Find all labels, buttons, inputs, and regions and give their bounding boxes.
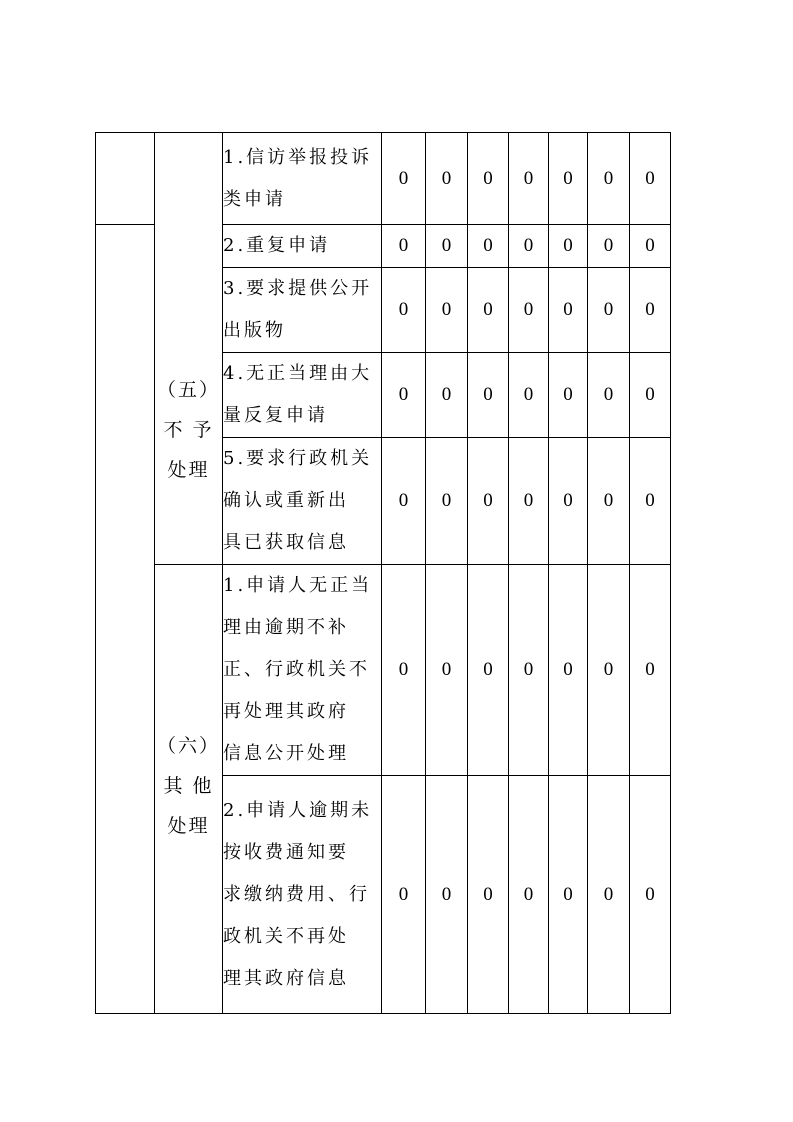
description-line: 出版物 (223, 320, 286, 341)
blank-cell (96, 133, 155, 225)
description-cell (223, 225, 382, 268)
category-label-line: 不 予 (163, 419, 214, 441)
category-label-line: （六） (156, 735, 220, 757)
table-row (96, 565, 671, 776)
category-cell (155, 133, 223, 565)
value-cell: 0 (509, 353, 549, 438)
description-line: 求缴纳费用、行 (223, 883, 370, 905)
category-label-line: 处理 (167, 815, 210, 837)
description-line: 3.要求提供公开 (223, 278, 373, 299)
description-cell (223, 133, 382, 225)
value-cell: 0 (549, 225, 588, 268)
description-line: 政机关不再处 (223, 925, 349, 947)
value-cell: 0 (630, 776, 671, 1014)
value-cell: 0 (630, 268, 671, 353)
category-label-line: （五） (156, 379, 220, 401)
value-cell: 0 (426, 268, 468, 353)
category-label-line: 处理 (167, 459, 210, 481)
value-cell: 0 (382, 353, 426, 438)
value-cell: 0 (426, 133, 468, 225)
description-cell (223, 565, 382, 776)
table-body (96, 133, 671, 1014)
value-cell: 0 (509, 438, 549, 565)
value-cell: 0 (630, 133, 671, 225)
value-cell: 0 (382, 268, 426, 353)
description-line: 确认或重新出 (223, 490, 349, 511)
description-line: 理其政府信息 (223, 967, 349, 989)
value-cell: 0 (382, 133, 426, 225)
value-cell: 0 (509, 268, 549, 353)
value-cell: 0 (588, 133, 630, 225)
description-line: 2.重复申请 (223, 235, 331, 256)
value-cell: 0 (382, 776, 426, 1014)
value-cell: 0 (468, 438, 509, 565)
value-cell: 0 (588, 776, 630, 1014)
value-cell: 0 (382, 565, 426, 776)
description-line: 信息公开处理 (223, 743, 349, 764)
category-cell (155, 565, 223, 1014)
value-cell: 0 (549, 776, 588, 1014)
description-line: 再处理其政府 (223, 701, 349, 722)
value-cell: 0 (588, 438, 630, 565)
description-line: 2.申请人逾期未 (223, 799, 373, 821)
value-cell: 0 (630, 353, 671, 438)
value-cell: 0 (588, 353, 630, 438)
value-cell: 0 (549, 565, 588, 776)
description-line: 量反复申请 (223, 405, 328, 426)
description-line: 正、行政机关不 (223, 659, 370, 680)
value-cell: 0 (549, 133, 588, 225)
value-cell: 0 (468, 353, 509, 438)
value-cell: 0 (426, 438, 468, 565)
description-line: 类申请 (223, 188, 286, 210)
value-cell: 0 (630, 225, 671, 268)
value-cell: 0 (630, 565, 671, 776)
value-cell: 0 (382, 225, 426, 268)
description-line: 1.信访举报投诉 (223, 146, 373, 168)
value-cell: 0 (588, 268, 630, 353)
value-cell: 0 (509, 225, 549, 268)
table-row (96, 133, 671, 225)
description-line: 4.无正当理由大 (223, 363, 373, 384)
value-cell: 0 (509, 776, 549, 1014)
value-cell: 0 (426, 776, 468, 1014)
blank-cell (96, 225, 155, 1014)
value-cell: 0 (549, 353, 588, 438)
description-cell (223, 776, 382, 1014)
value-cell: 0 (426, 565, 468, 776)
value-cell: 0 (509, 565, 549, 776)
value-cell: 0 (509, 133, 549, 225)
value-cell: 0 (382, 438, 426, 565)
description-line: 1.申请人无正当 (223, 575, 373, 596)
value-cell: 0 (468, 225, 509, 268)
value-cell: 0 (468, 776, 509, 1014)
value-cell: 0 (468, 565, 509, 776)
description-line: 理由逾期不补 (223, 617, 349, 638)
value-cell: 0 (630, 438, 671, 565)
value-cell: 0 (468, 133, 509, 225)
value-cell: 0 (426, 353, 468, 438)
value-cell: 0 (549, 268, 588, 353)
description-line: 5.要求行政机关 (223, 448, 373, 469)
value-cell: 0 (549, 438, 588, 565)
description-line: 按收费通知要 (223, 841, 349, 863)
description-cell (223, 268, 382, 353)
value-cell: 0 (426, 225, 468, 268)
value-cell: 0 (588, 565, 630, 776)
category-label-line: 其 他 (163, 775, 214, 797)
value-cell: 0 (468, 268, 509, 353)
disposal-table (95, 132, 671, 1014)
description-cell (223, 353, 382, 438)
description-line: 具已获取信息 (223, 532, 349, 553)
value-cell: 0 (588, 225, 630, 268)
description-cell (223, 438, 382, 565)
